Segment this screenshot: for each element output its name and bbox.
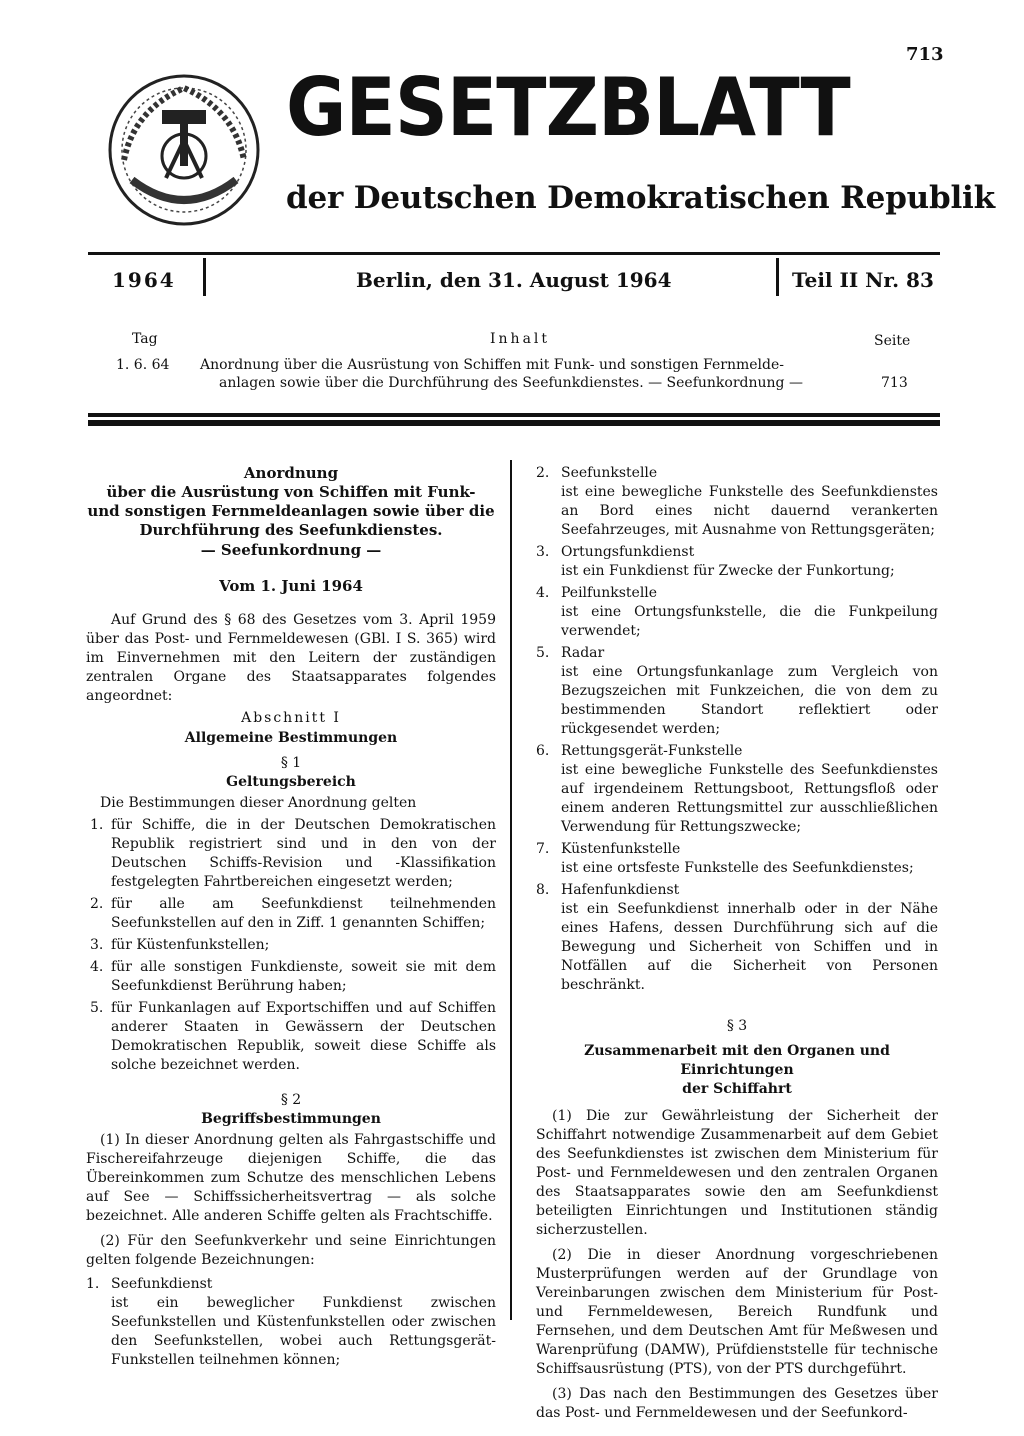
scope-item-text: für Schiffe, die in der Deutschen Demokratischen Republik registriert sind und in den von der Deutschen Schiffs-Revision und -Klassifikation festgelegten Fahrtbereichen eingesetzt werden; <box>111 817 496 890</box>
toc-entry-line-2: anlagen sowie über die Durchführung des Seefunkdienstes. — Seefunkordnung — <box>219 375 803 391</box>
issue-year: 1964 <box>112 268 176 292</box>
definition-item <box>536 881 938 995</box>
issue-number: Teil II Nr. 83 <box>792 268 934 292</box>
paragraph-2-clause-1: (1) In dieser Anordnung gelten als Fahrgastschiffe und Fischereifahrzeuge diejenigen Schiffe, die das Übereinkommen zum Schutze des menschlichen Lebens auf See — Schiffssicherheitsvertrag — als solche bezeichnet. Alle anderen Schiffe gelten als Frachtschiffe. <box>86 1132 496 1224</box>
ordinance-title-line-3: und sonstigen Fernmeldeanlagen sowie über die <box>87 502 495 520</box>
paragraph-2-clause-2: (2) Für den Seefunkverkehr und seine Einrichtungen gelten folgende Bezeichnungen: <box>86 1233 496 1268</box>
definition-text: ist eine Ortungsfunkanlage zum Vergleich von Bezugszeichen mit Funkzeichen, die von dem zu bestimmenden Standort reflektiert oder rückgesendet werden; <box>561 664 938 737</box>
toc-rule-2 <box>88 420 940 426</box>
toc-entry-day: 1. 6. 64 <box>116 357 170 373</box>
scope-item-number: 1. <box>90 817 104 833</box>
definition-text: ist eine bewegliche Funkstelle des Seefunkdienstes auf irgendeinem Rettungsboot, Rettungsfloß oder einem anderen Rettungsmittel zur ausschließlichen Verwendung für Rettungszwecke; <box>561 762 938 835</box>
paragraph-1-title: Geltungsbereich <box>226 774 356 790</box>
ordinance-date: Vom 1. Juni 1964 <box>219 577 363 595</box>
definition-number: 5. <box>536 645 550 661</box>
scope-item <box>86 816 496 892</box>
definition-term: Radar <box>561 645 605 661</box>
toc-rule-1 <box>88 413 940 417</box>
toc-entry-line-1: Anordnung über die Ausrüstung von Schiffen mit Funk- und sonstigen Fernmelde- <box>200 357 784 373</box>
definition-text: ist eine ortsfeste Funkstelle des Seefunkdienstes; <box>561 860 914 876</box>
scope-item-number: 3. <box>90 937 104 953</box>
page-number: 713 <box>906 44 944 65</box>
definition-number: 2. <box>536 465 550 481</box>
ordinance-title-line-1: Anordnung <box>243 464 339 482</box>
paragraph-3-clause-1: (1) Die zur Gewährleistung der Sicherheit der Schiffahrt notwendige Zusammenarbeit auf dem Gebiet des Seefunkdienstes ist zwischen dem Ministerium für Post- und Fernmeldewesen und den zentralen Organen des Staatsapparates sowie den am Seefunkdienst beteiligten Einrichtungen und Institutionen ständig sicherzustellen. <box>536 1108 938 1238</box>
paragraph-3-clause-3: (3) Das nach den Bestimmungen des Gesetzes über das Post- und Fernmeldewesen und der Seefunkord- <box>536 1386 938 1421</box>
definition-item <box>536 584 938 641</box>
masthead-subtitle: der Deutschen Demokratischen Republik <box>286 180 995 216</box>
paragraph-3-title-line-1: Zusammenarbeit mit den Organen und Einrichtungen <box>584 1043 890 1078</box>
paragraph-1-intro: Die Bestimmungen dieser Anordnung gelten <box>100 795 417 811</box>
definition-text: ist ein Seefunkdienst innerhalb oder in der Nähe eines Hafens, dessen Durchführung sich auf die Bewegung und Sicherheit von Schiffen und in Notfällen auf die Sicherheit von Personen beschränkt. <box>561 901 938 993</box>
definition-term: Ortungsfunkdienst <box>561 544 695 560</box>
definition-item <box>536 742 938 837</box>
scope-item-text: für alle sonstigen Funkdienste, soweit sie mit dem Seefunkdienst Berührung haben; <box>111 959 496 994</box>
scope-item-number: 4. <box>90 959 104 975</box>
section-heading: Abschnitt I <box>241 710 341 726</box>
definition-number: 7. <box>536 841 550 857</box>
scope-item <box>86 958 496 996</box>
paragraph-3-clause-2: (2) Die in dieser Anordnung vorgeschriebenen Musterprüfungen werden auf der Grundlage von Vereinbarungen zwischen dem Ministerium für Post- und Fernmeldewesen, Bereich Rundfunk und Fernsehen, und dem Deutschen Amt für Meßwesen und Warenprüfung (DAMW), Prüfdienststelle für technische Schiffsausrüstung (PTS), von der PTS durchgeführt. <box>536 1247 938 1377</box>
toc-entry-page: 713 <box>881 375 908 391</box>
ordinance-title-line-2: über die Ausrüstung von Schiffen mit Funk- <box>106 483 476 501</box>
definition-number: 8. <box>536 882 550 898</box>
definition-text: ist ein Funkdienst für Zwecke der Funkortung; <box>561 563 895 579</box>
ordinance-short-title: — Seefunkordnung — <box>200 541 382 559</box>
issue-date: Berlin, den 31. August 1964 <box>356 268 672 292</box>
definition-text: ist ein beweglicher Funkdienst zwischen Seefunkstellen und Küstenfunkstellen oder zwischen den Seefunkstellen, wobei auch Rettungsgerät-Funkstellen teilnehmen können; <box>111 1295 496 1368</box>
paragraph-3-number: § 3 <box>726 1018 748 1034</box>
definition-number: 3. <box>536 544 550 560</box>
definition-item <box>86 1275 496 1370</box>
toc-col-contents: Inhalt <box>490 331 551 347</box>
definition-term: Hafenfunkdienst <box>561 882 680 898</box>
paragraph-2-title: Begriffsbestimmungen <box>201 1111 381 1127</box>
definition-item <box>536 644 938 739</box>
preamble: Auf Grund des § 68 des Gesetzes vom 3. April 1959 über das Post- und Fernmeldewesen (GBl. I S. 365) wird im Einvernehmen mit den Leitern der zuständigen zentralen Organe des Staatsapparates folgendes angeordnet: <box>86 612 496 704</box>
definitions-list <box>536 464 938 995</box>
column-divider <box>510 460 512 1320</box>
definition-item <box>536 840 938 878</box>
paragraph-1-list <box>86 816 496 1075</box>
definition-text: ist eine bewegliche Funkstelle des Seefunkdienstes an Bord eines nicht dauernd verankerten Seefahrzeuges, mit Ausnahme von Rettungsgeräten; <box>561 484 938 538</box>
definition-term: Peilfunkstelle <box>561 585 658 601</box>
definition-term: Küstenfunkstelle <box>561 841 681 857</box>
ordinance-title-line-4: Durchführung des Seefunkdienstes. <box>139 521 443 539</box>
header-rule-top <box>88 252 940 255</box>
section-title: Allgemeine Bestimmungen <box>184 730 398 746</box>
header-divider-2 <box>776 258 779 296</box>
header-divider-1 <box>203 258 206 296</box>
state-emblem-icon <box>104 70 264 230</box>
paragraph-2-number: § 2 <box>280 1092 302 1108</box>
definition-number: 1. <box>86 1276 100 1292</box>
left-column <box>86 464 496 1370</box>
scope-item <box>86 895 496 933</box>
definition-item <box>536 543 938 581</box>
scope-item <box>86 936 496 955</box>
scope-item <box>86 999 496 1075</box>
definition-text: ist eine Ortungsfunkstelle, die die Funkpeilung verwendet; <box>561 604 938 639</box>
scope-item-number: 2. <box>90 896 104 912</box>
scope-item-text: für Küstenfunkstellen; <box>111 937 270 953</box>
definition-term: Rettungsgerät-Funkstelle <box>561 743 743 759</box>
right-column <box>536 464 938 1423</box>
scope-item-text: für Funkanlagen auf Exportschiffen und auf Schiffen anderer Staaten in Gewässern der Deutschen Demokratischen Republik, soweit diese Schiffe als solche bezeichnet werden. <box>111 1000 496 1073</box>
paragraph-3-title-line-2: der Schiffahrt <box>682 1081 792 1097</box>
definition-term: Seefunkstelle <box>561 465 658 481</box>
toc-col-day: Tag <box>132 331 158 347</box>
definition-term: Seefunkdienst <box>111 1276 213 1292</box>
scope-item-number: 5. <box>90 1000 104 1016</box>
scope-item-text: für alle am Seefunkdienst teilnehmenden Seefunkstellen auf den in Ziff. 1 genannten Schiffen; <box>111 896 496 931</box>
toc-col-page: Seite <box>874 333 911 349</box>
masthead-title: GESETZBLATT <box>286 61 850 154</box>
definition-number: 6. <box>536 743 550 759</box>
definition-item <box>536 464 938 540</box>
definition-number: 4. <box>536 585 550 601</box>
paragraph-1-number: § 1 <box>280 755 302 771</box>
